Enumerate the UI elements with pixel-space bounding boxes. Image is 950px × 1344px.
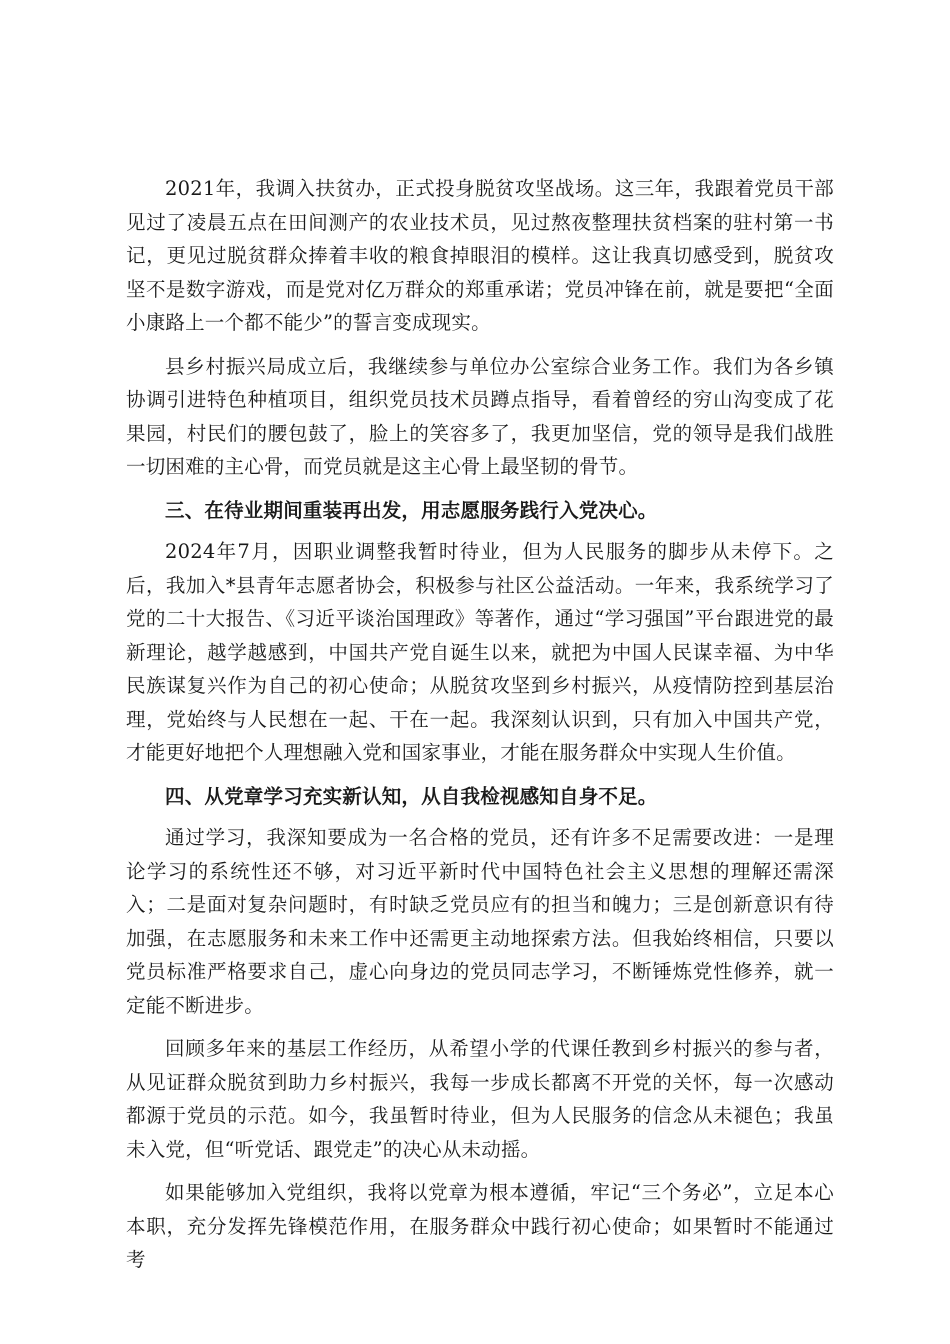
paragraph-self-examination: 通过学习，我深知要成为一名合格的党员，还有许多不足需要改进：一是理论学习的系统性还不够，对习近平新时代中国特色社会主义思想的理解还需深入；二是面对复杂问题时，有时缺乏党员应有的担当和魄力；三是创新意识有待加强，在志愿服务和未来工作中还需更主动地探索方法。但我始终相信，只要以党员标准严格要求自己，虚心向身边的党员同志学习，不断锤炼党性修养，就一定能不断进步。 <box>126 826 834 1017</box>
paragraph-review: 回顾多年来的基层工作经历，从希望小学的代课任教到乡村振兴的参与者，从见证群众脱贫到助力乡村振兴，我每一步成长都离不开党的关怀，每一次感动都源于党员的示范。如今，我虽暂时待业，但为人民服务的信念从未褪色；我虽未入党，但“听党话、跟党走”的决心从未动摇。 <box>126 1037 834 1161</box>
paragraph-poverty-office: 2021年，我调入扶贫办，正式投身脱贫攻坚战场。这三年，我跟着党员干部见过了凌晨五点在田间测产的农业技术员，见过熬夜整理扶贫档案的驻村第一书记，更见过脱贫群众捧着丰收的粮食掉眼泪的模样。这让我真切感受到，脱贫攻坚不是数字游戏，而是党对亿万群众的郑重承诺；党员冲锋在前，就是要把“全面小康路上一个都不能少”的誓言变成现实。 <box>126 177 834 334</box>
paragraph-commitment: 如果能够加入党组织，我将以党章为根本遵循，牢记“三个务必”，立足本心本职，充分发挥先锋模范作用，在服务群众中践行初心使命；如果暂时不能通过考 <box>126 1181 834 1271</box>
section-heading-three: 三、在待业期间重装再出发，用志愿服务践行入党决心。 <box>165 498 658 522</box>
section-heading-four: 四、从党章学习充实新认知，从自我检视感知自身不足。 <box>165 784 658 808</box>
paragraph-rural-revitalization: 县乡村振兴局成立后，我继续参与单位办公室综合业务工作。我们为各乡镇协调引进特色种植项目，组织党员技术员蹲点指导，看着曾经的穷山沟变成了花果园，村民们的腰包鼓了，脸上的笑容多了，我更加坚信，党的领导是我们战胜一切困难的主心骨，而党员就是这主心骨上最坚韧的骨节。 <box>126 354 834 478</box>
document-body <box>126 172 834 1287</box>
paragraph-volunteer-service: 2024年7月，因职业调整我暂时待业，但为人民服务的脚步从未停下。之后，我加入*县青年志愿者协会，积极参与社区公益活动。一年来，我系统学习了党的二十大报告、《习近平谈治国理政》等著作，通过“学习强国”平台跟进党的最新理论，越学越感到，中国共产党自诞生以来，就把为中国人民谋幸福、为中华民族谋复兴作为自己的初心使命；从脱贫攻坚到乡村振兴，从疫情防控到基层治理，党始终与人民想在一起、干在一起。我深刻认识到，只有加入中国共产党，才能更好地把个人理想融入党和国家事业，才能在服务群众中实现人生价值。 <box>126 540 834 764</box>
